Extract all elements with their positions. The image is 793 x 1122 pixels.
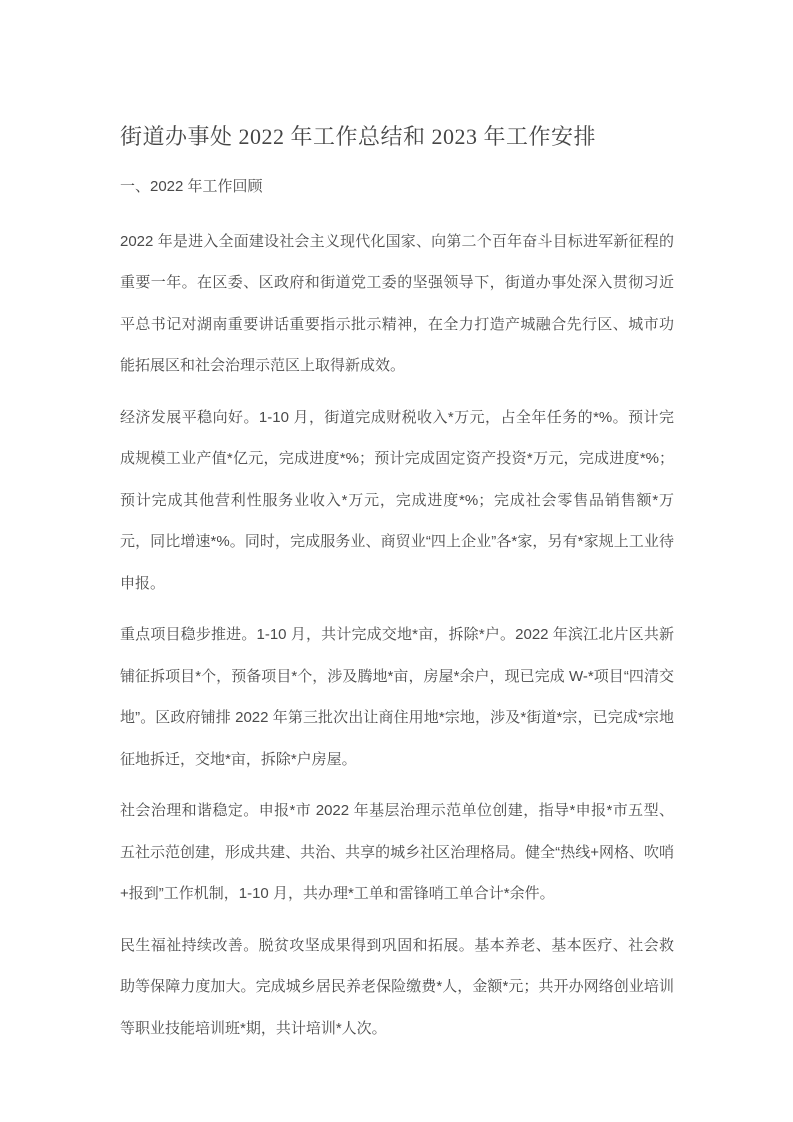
paragraph-social-governance: 社会治理和谐稳定。申报*市 2022 年基层治理示范单位创建，指导*申报*市五型、五社示范创建，形成共建、共治、共享的城乡社区治理格局。健全“热线+网格、吹哨+报到”工作机制，1-10 月，共办理*工单和雷锋哨工单合计*余件。 xyxy=(120,802,674,902)
paragraph-livelihood: 民生福祉持续改善。脱贫攻坚成果得到巩固和拓展。基本养老、基本医疗、社会救助等保障力度加大。完成城乡居民养老保险缴费*人，金额*元；共开办网络创业培训等职业技能培训班*期，共计培训*人次。 xyxy=(120,936,674,1037)
paragraph-economy: 经济发展平稳向好。1-10 月，街道完成财税收入*万元，占全年任务的*%。预计完成规模工业产值*亿元，完成进度*%；预计完成固定资产投资*万元，完成进度*%；预计完成其他营利性服务业收入*万元，完成进度*%；完成社会零售品销售额*万元，同比增速*%。同时，完成服务业、商贸业“四上企业”各*家，另有*家规上工业待申报。 xyxy=(120,408,674,592)
paragraph-intro: 2022 年是进入全面建设社会主义现代化国家、向第二个百年奋斗目标进军新征程的重要一年。在区委、区政府和街道党工委的坚强领导下，街道办事处深入贯彻习近平总书记对湖南重要讲话重要指示批示精神，在全力打造产城融合先行区、城市功能拓展区和社会治理示范区上取得新成效。 xyxy=(120,232,674,374)
document-title: 街道办事处 2022 年工作总结和 2023 年工作安排 xyxy=(120,124,597,149)
paragraph-key-projects: 重点项目稳步推进。1-10 月，共计完成交地*亩，拆除*户。2022 年滨江北片区共新铺征拆项目*个，预备项目*个，涉及腾地*亩，房屋*余户，现已完成 W-*项目“四清交地”。区政府铺排 2022 年第三批次出让商住用地*宗地，涉及*街道*宗，已完成*宗地征地拆迁，交地*亩，拆除*户房屋。 xyxy=(120,626,674,768)
section-heading: 一、2022 年工作回顾 xyxy=(120,178,263,195)
